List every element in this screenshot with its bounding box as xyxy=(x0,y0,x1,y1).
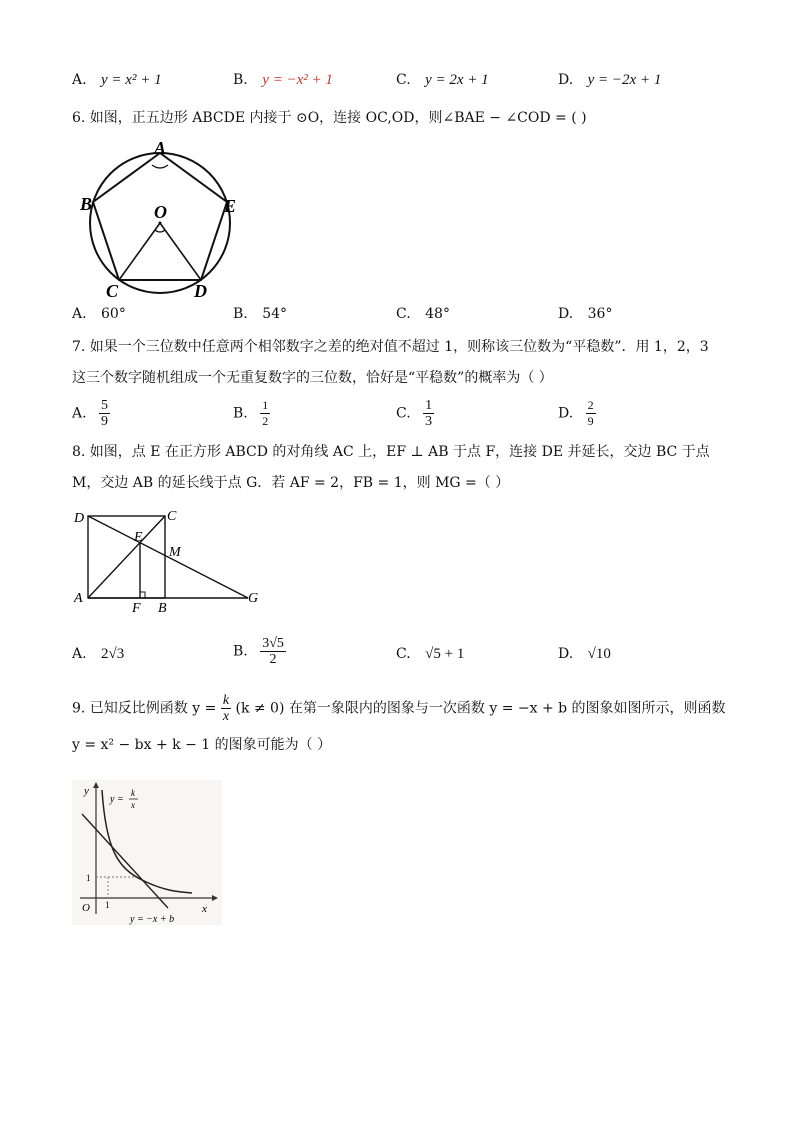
q9-text-pre: 9. 已知反比例函数 y = xyxy=(72,700,217,717)
curve-label-num: k xyxy=(131,788,135,798)
option-letter: D. xyxy=(558,646,574,662)
label-c: C xyxy=(106,281,119,301)
square-diagonal-figure xyxy=(70,504,270,614)
option-expr: y = −x² + 1 xyxy=(262,72,333,88)
option-value: 54° xyxy=(262,306,288,322)
label-one-x: 1 xyxy=(105,900,110,910)
option-fraction xyxy=(260,398,270,429)
option-value: √5 + 1 xyxy=(425,646,465,662)
segment-od xyxy=(160,223,201,280)
label-d: D xyxy=(194,281,207,301)
option-letter: C. xyxy=(396,646,411,662)
fraction-numerator: 5 xyxy=(101,398,109,413)
fraction-denominator: 9 xyxy=(101,414,109,429)
graph-background xyxy=(72,780,222,925)
label-x-axis: x xyxy=(202,903,207,915)
label-f: F xyxy=(132,601,141,614)
option-fraction xyxy=(260,636,286,667)
q8-option-b xyxy=(233,636,286,667)
fraction-denominator: x xyxy=(222,709,230,724)
option-letter: D. xyxy=(558,72,574,88)
label-b: B xyxy=(80,194,93,214)
right-angle-mark xyxy=(140,592,145,598)
q8-option-c xyxy=(396,646,464,663)
option-expr: y = x² + 1 xyxy=(101,72,162,88)
label-origin: O xyxy=(82,902,90,914)
option-value: 36° xyxy=(587,306,613,322)
label-e: E xyxy=(134,530,143,545)
question-8-line1: 8. 如图，点 E 在正方形 ABCD 的对角线 AC 上，EF ⊥ AB 于点 F，连接 DE 并延长，交边 BC 于点 xyxy=(72,444,710,460)
fraction-numerator: 1 xyxy=(425,398,433,413)
label-d: D xyxy=(74,511,85,526)
curve-label-pre: y = xyxy=(110,794,124,805)
option-letter: C. xyxy=(396,306,411,322)
option-value: 48° xyxy=(425,306,450,322)
option-letter: A. xyxy=(72,646,87,662)
question-9-line2: y = x² − bx + k − 1 的图象可能为（ ） xyxy=(72,737,332,753)
option-letter: A. xyxy=(72,72,87,88)
q7-option-a xyxy=(72,398,110,429)
question-9-line1 xyxy=(72,693,726,724)
q8-option-d xyxy=(558,646,611,663)
q6-option-d xyxy=(558,306,612,322)
q7-option-c xyxy=(396,398,434,429)
label-a: A xyxy=(154,138,167,158)
q6-option-a xyxy=(72,306,126,322)
q6-option-c xyxy=(396,306,450,322)
fraction-denominator: 2 xyxy=(262,414,269,428)
option-fraction xyxy=(586,398,596,429)
q5-option-b xyxy=(233,72,333,89)
q7-option-b xyxy=(233,398,270,429)
option-letter: B. xyxy=(233,405,248,422)
line-dg xyxy=(88,516,248,598)
option-letter: A. xyxy=(72,405,87,422)
label-o: O xyxy=(154,202,167,222)
label-b: B xyxy=(158,601,167,614)
label-g: G xyxy=(248,591,259,606)
q7-option-d xyxy=(558,398,596,429)
option-value: 60° xyxy=(101,306,126,322)
option-letter: B. xyxy=(233,72,248,88)
q5-option-c xyxy=(396,72,489,89)
option-fraction xyxy=(423,398,434,429)
option-letter: C. xyxy=(396,405,411,422)
option-expr: y = −2x + 1 xyxy=(587,72,662,88)
question-6-text: 6. 如图，正五边形 ABCDE 内接于 ⊙O，连接 OC,OD，则∠BAE − ∠COD = ( ) xyxy=(72,110,587,126)
angle-o-mark xyxy=(155,230,165,232)
question-7-line1: 7. 如果一个三位数中任意两个相邻数字之差的绝对值不超过 1，则称该三位数为“平稳数”．用 1，2，3 xyxy=(72,339,709,355)
option-letter: C. xyxy=(396,72,411,88)
question-8-line2: M，交边 AB 的延长线于点 G．若 AF = 2，FB = 1，则 MG =（ ） xyxy=(72,475,510,491)
label-y-axis: y xyxy=(84,785,89,797)
q5-option-a xyxy=(72,72,162,89)
label-a: A xyxy=(74,591,83,606)
fraction-numerator: 1 xyxy=(262,398,269,412)
label-e: E xyxy=(224,196,237,216)
fraction-denominator: 2 xyxy=(269,652,277,667)
q6-option-b xyxy=(233,306,287,322)
fraction-numerator: k xyxy=(222,693,230,708)
option-fraction xyxy=(99,398,110,429)
q8-option-a xyxy=(72,646,124,663)
option-letter: B. xyxy=(233,306,248,322)
fraction-numerator: 3√5 xyxy=(262,636,284,651)
option-letter: D. xyxy=(558,306,574,322)
option-value: √10 xyxy=(587,646,611,662)
fraction-denominator: 3 xyxy=(425,414,433,429)
option-letter: B. xyxy=(233,643,248,660)
pentagon-circle-figure xyxy=(78,138,258,303)
diagonal-ac xyxy=(88,516,165,598)
option-value: 2√3 xyxy=(101,646,125,662)
angle-a-mark xyxy=(152,165,168,168)
segment-oc xyxy=(119,223,160,280)
question-7-line2: 这三个数字随机组成一个无重复数字的三位数，恰好是“平稳数”的概率为（ ） xyxy=(72,370,553,386)
fraction-numerator: 2 xyxy=(587,398,594,412)
option-letter: D. xyxy=(558,405,574,422)
q9-fraction xyxy=(221,693,231,724)
curve-label-den: x xyxy=(131,800,135,810)
option-expr: y = 2x + 1 xyxy=(425,72,489,88)
q9-text-post: (k ≠ 0) 在第一象限内的图象与一次函数 y = −x + b 的图象如图所示，则函数 xyxy=(235,700,726,717)
line-label: y = −x + b xyxy=(130,914,175,925)
label-c: C xyxy=(167,509,177,524)
label-one-y: 1 xyxy=(86,873,91,883)
fraction-denominator: 9 xyxy=(587,414,594,428)
label-m: M xyxy=(169,545,181,560)
q5-option-d xyxy=(558,72,661,89)
option-letter: A. xyxy=(72,306,87,322)
function-graph-figure xyxy=(72,780,222,925)
